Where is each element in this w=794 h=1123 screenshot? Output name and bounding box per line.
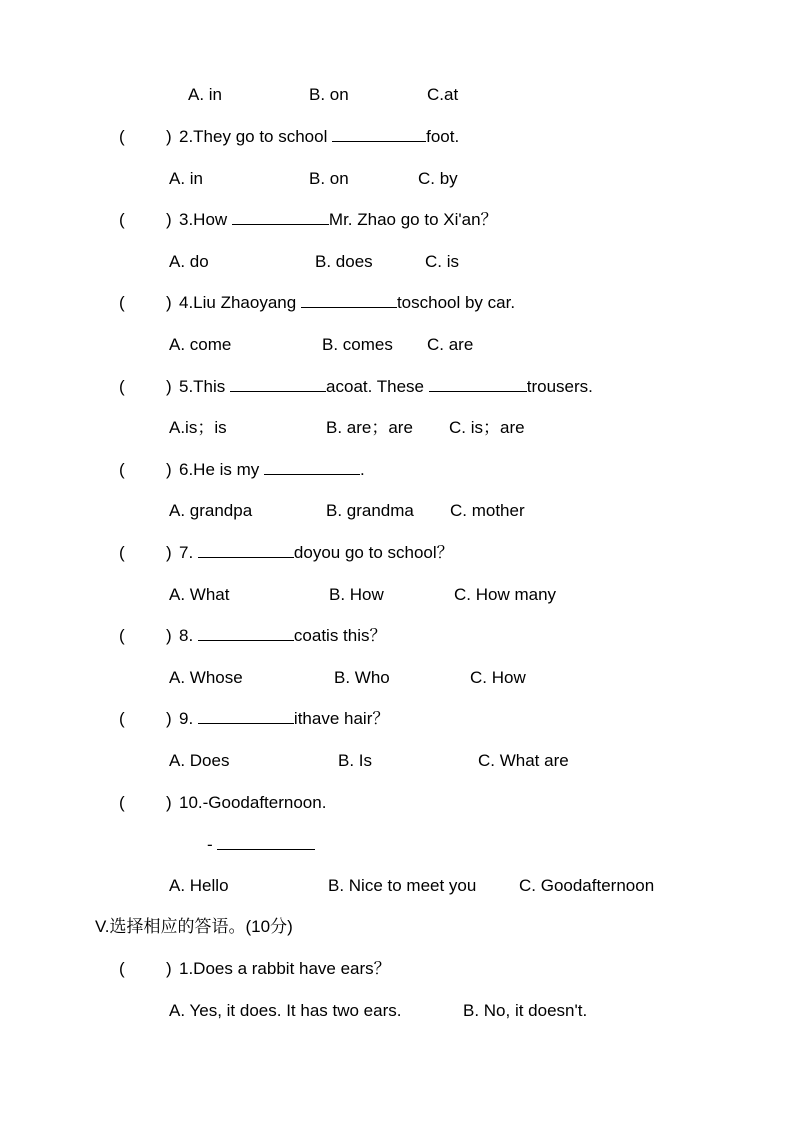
q2-stem-pre: 2.They go to school: [179, 127, 328, 146]
q3-answer-blank: [232, 210, 329, 225]
q9-stem-post: ithave hair？: [293, 709, 390, 728]
q5-answer-blank-1: [230, 377, 326, 392]
q5-option-c: C. is；are: [449, 418, 525, 437]
q2-stem-post: foot.: [426, 127, 460, 146]
q6-answer-blank: [264, 460, 360, 475]
q8-option-b: B. Who: [334, 668, 390, 687]
q8-option-c: C. How: [470, 668, 526, 687]
s5-q1-paren-open: (: [119, 959, 125, 978]
q5-stem-mid: acoat. These: [326, 377, 425, 396]
q6-stem: [179, 460, 365, 480]
q3-paren-close: ): [166, 210, 172, 229]
s5-q1-option-a: A. Yes, it does. It has two ears.: [169, 1001, 402, 1020]
q5-stem: [179, 377, 593, 397]
q10-paren-open: (: [119, 793, 125, 812]
q3-paren-open: (: [119, 210, 125, 229]
q4-stem: [179, 293, 515, 313]
s5-q1-paren-close: ): [166, 959, 172, 978]
q7-stem-pre: 7.: [179, 543, 194, 562]
q1-option-a: A. in: [188, 85, 223, 104]
q7-option-b: B. How: [329, 585, 384, 604]
q3-option-c: C. is: [425, 252, 459, 271]
q2-paren-open: (: [119, 127, 125, 146]
q10-reply-dash: -: [207, 835, 213, 854]
q6-option-a: A. grandpa: [169, 501, 253, 520]
q8-option-a: A. Whose: [169, 668, 243, 687]
q3-stem-post: Mr. Zhao go to Xi'an？: [328, 210, 498, 229]
q4-stem-pre: 4.Liu Zhaoyang: [179, 293, 297, 312]
q10-option-b: B. Nice to meet you: [328, 876, 477, 895]
q6-stem-pre: 6.He is my: [179, 460, 260, 479]
q8-stem-pre: 8.: [179, 626, 194, 645]
q7-paren-close: ): [166, 543, 172, 562]
q5-paren-close: ): [166, 377, 172, 396]
q1-option-c: C.at: [427, 85, 459, 104]
q3-stem-pre: 3.How: [179, 210, 228, 229]
q7-answer-blank: [198, 543, 294, 558]
q10-answer-blank: [217, 835, 315, 850]
q6-stem-post: .: [360, 460, 365, 479]
q1-option-b: B. on: [309, 85, 349, 104]
q9-paren-close: ): [166, 709, 172, 728]
q6-paren-close: ): [166, 460, 172, 479]
q2-paren-close: ): [166, 127, 172, 146]
s5-q1-stem: 1.Does a rabbit have ears？: [179, 959, 391, 978]
q6-option-b: B. grandma: [326, 501, 414, 520]
q4-option-c: C. are: [427, 335, 474, 354]
q6-option-c: C. mother: [450, 501, 525, 520]
q3-option-b: B. does: [315, 252, 373, 271]
q10-paren-close: ): [166, 793, 172, 812]
q5-paren-open: (: [119, 377, 125, 396]
q9-paren-open: (: [119, 709, 125, 728]
q4-answer-blank: [301, 293, 397, 308]
q4-paren-close: ): [166, 293, 172, 312]
q5-option-b: B. are；are: [326, 418, 413, 437]
q9-option-c: C. What are: [478, 751, 569, 770]
q4-option-a: A. come: [169, 335, 232, 354]
q5-stem-post: trousers.: [526, 377, 593, 396]
q10-reply: [207, 835, 315, 855]
q9-stem: [179, 709, 389, 729]
q7-paren-open: (: [119, 543, 125, 562]
q8-answer-blank: [198, 626, 294, 641]
q9-answer-blank: [198, 709, 294, 724]
q2-option-a: A. in: [169, 169, 204, 188]
q6-paren-open: (: [119, 460, 125, 479]
q2-stem: [179, 127, 459, 147]
q7-option-c: C. How many: [454, 585, 557, 604]
q7-option-a: A. What: [169, 585, 230, 604]
q3-option-a: A. do: [169, 252, 209, 271]
section-heading: V.选择相应的答语。(10分): [95, 917, 293, 936]
q8-paren-open: (: [119, 626, 125, 645]
q7-stem: [179, 543, 454, 563]
q4-stem-post: toschool by car.: [396, 293, 516, 312]
s5-q1-option-b: B. No, it doesn't.: [463, 1001, 588, 1020]
q9-option-b: B. Is: [338, 751, 373, 770]
q2-answer-blank: [332, 127, 426, 142]
q4-paren-open: (: [119, 293, 125, 312]
q7-stem-post: doyou go to school？: [293, 543, 454, 562]
q8-stem: [179, 626, 387, 646]
q10-option-c: C. Goodafternoon: [519, 876, 655, 895]
q10-option-a: A. Hello: [169, 876, 229, 895]
q3-stem: [179, 210, 498, 230]
q9-stem-pre: 9.: [179, 709, 194, 728]
q5-option-a: A.is；is: [169, 418, 227, 437]
q10-stem: 10.-Goodafternoon.: [179, 793, 327, 812]
q5-stem-pre: 5.This: [179, 377, 226, 396]
q4-option-b: B. comes: [322, 335, 393, 354]
q2-option-c: C. by: [418, 169, 458, 188]
q5-answer-blank-2: [429, 377, 527, 392]
q8-paren-close: ): [166, 626, 172, 645]
q9-option-a: A. Does: [169, 751, 230, 770]
q2-option-b: B. on: [309, 169, 349, 188]
q8-stem-post: coatis this？: [293, 626, 387, 645]
